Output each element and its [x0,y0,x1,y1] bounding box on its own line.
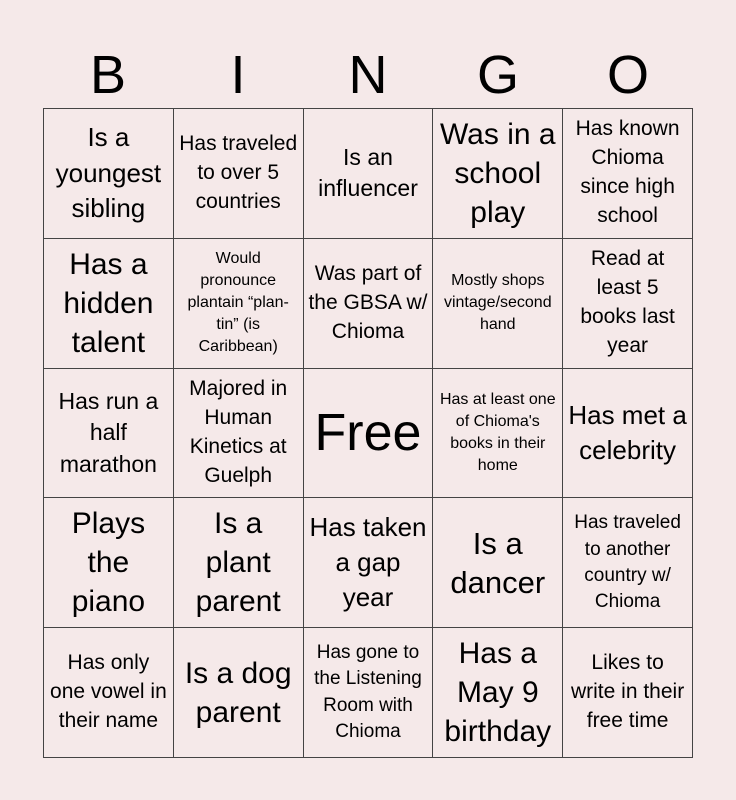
bingo-cell-text: Has traveled to over 5 countries [179,131,298,213]
bingo-cell-text: Is a youngest sibling [55,122,162,224]
bingo-cell[interactable] [563,109,693,239]
header-letter-n: N [348,45,388,105]
bingo-cell-text: Has gone to the Listening Room with Chioma [314,642,422,742]
bingo-cell-text: Has met a celebrity [568,399,687,465]
bingo-cell-text: Is a dancer [450,525,546,600]
bingo-cell[interactable] [304,109,434,239]
bingo-cell[interactable] [44,369,174,499]
bingo-cell[interactable] [174,369,304,499]
bingo-cell[interactable] [44,239,174,369]
bingo-cell-text: Was in a school play [439,117,556,229]
bingo-cell[interactable] [174,109,304,239]
bingo-cell-text: Read at least 5 books last year [580,247,675,358]
bingo-cell-text: Has taken a gap year [309,511,427,613]
bingo-cell-text: Plays the piano [71,507,146,619]
bingo-cell[interactable] [304,498,434,628]
header-letter-b: B [89,45,127,105]
bingo-cell[interactable] [433,498,563,628]
bingo-header [43,40,693,110]
bingo-cell-text: Has a hidden talent [63,247,154,359]
bingo-cell[interactable] [433,239,563,369]
bingo-card-grid [43,108,693,758]
header-letter-i: I [230,45,246,105]
bingo-cell-text: Likes to write in their free time [570,651,685,733]
bingo-cell-text: Has run a half marathon [58,388,159,477]
bingo-cell[interactable] [433,628,563,758]
header-letter-g: G [476,45,519,105]
bingo-cell-text: Is an influencer [318,144,418,202]
bingo-cell[interactable] [44,498,174,628]
bingo-cell-text: Is a dog parent [184,656,292,729]
bingo-cell-text: Has traveled to another country w/ Chioma [574,512,681,612]
bingo-cell-text: Has only one vowel in their name [50,651,167,733]
bingo-cell[interactable] [174,498,304,628]
bingo-cell[interactable] [563,369,693,499]
bingo-cell[interactable] [44,628,174,758]
bingo-cell[interactable] [44,109,174,239]
bingo-cell-text: Has known Chioma since high school [575,117,680,228]
header-letter-o: O [606,45,649,105]
bingo-cell[interactable] [304,628,434,758]
free-space-text: Free [314,403,422,462]
bingo-cell[interactable] [433,109,563,239]
bingo-cell-text: Is a plant parent [195,507,281,619]
bingo-cell-text: Mostly shops vintage/second hand [443,272,552,334]
bingo-cell-text: Was part of the GBSA w/ Chioma [308,261,428,343]
bingo-cell-text: Has at least one of Chioma's books in their home [439,390,556,475]
bingo-cell[interactable] [563,239,693,369]
bingo-cell-text: Majored in Human Kinetics at Guelph [189,377,288,487]
bingo-cell[interactable] [174,239,304,369]
bingo-cell[interactable] [563,628,693,758]
bingo-cell[interactable] [304,239,434,369]
bingo-cell[interactable] [433,369,563,499]
bingo-cell[interactable] [563,498,693,628]
bingo-cell[interactable] [174,628,304,758]
bingo-cell-text: Would pronounce plantain “plan-tin” (is Caribbean) [187,250,289,356]
bingo-cell-free[interactable] [304,369,434,499]
bingo-cell-text: Has a May 9 birthday [444,637,552,749]
